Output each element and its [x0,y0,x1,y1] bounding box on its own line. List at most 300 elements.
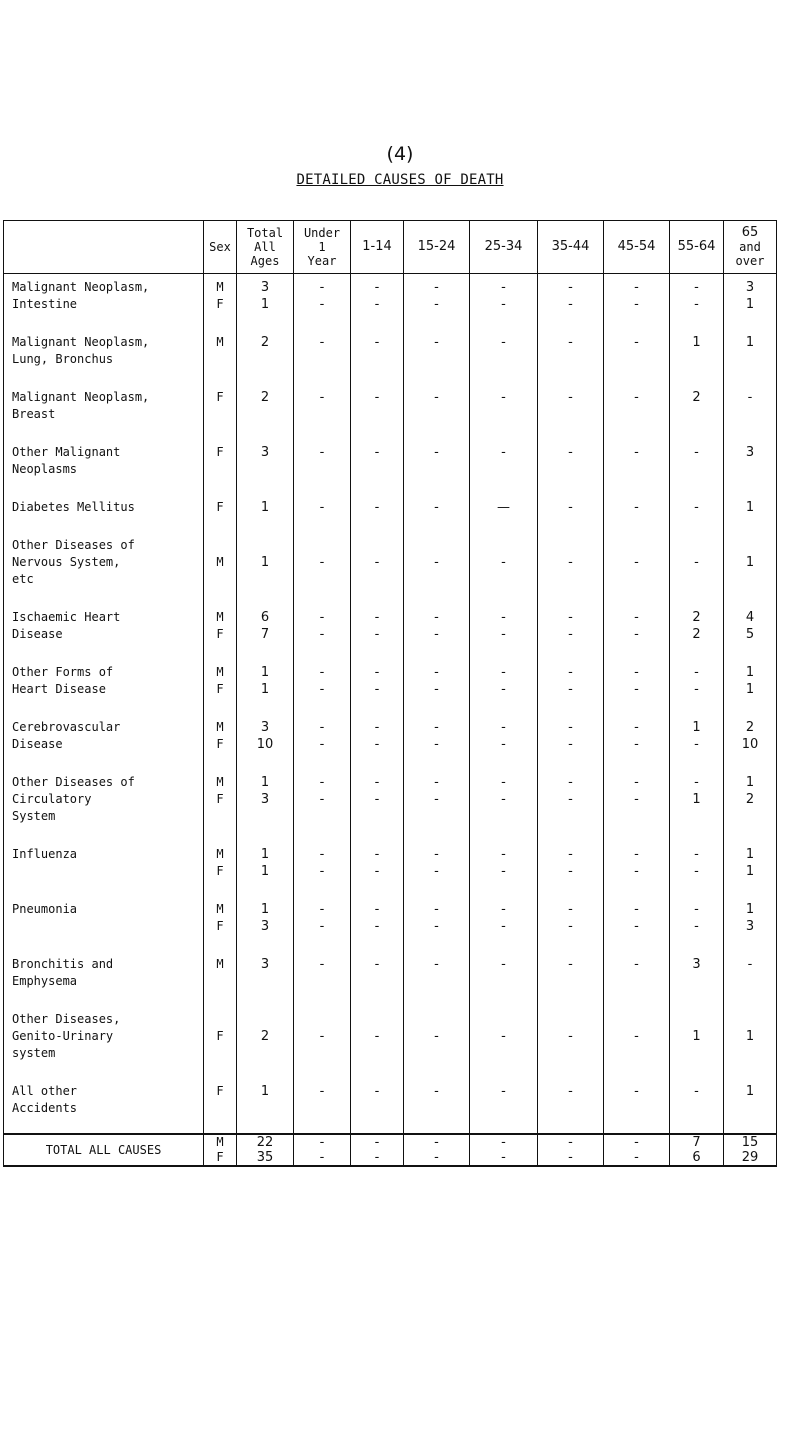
cell-value: - [319,792,325,807]
cause-label-line: Other Diseases of [12,775,135,789]
cell-value: 1 [745,665,755,680]
cell-value: - [434,1135,439,1150]
cell-value: - [694,500,699,515]
cause-label [4,329,204,384]
cell-value [294,1011,350,1028]
cell-value: - [568,297,573,312]
header-sex: Sex [204,221,237,274]
cell-value: 1 [745,902,755,917]
cell-value: - [634,902,639,917]
cell-65-and-over [724,841,777,896]
cell-age-1-14 [351,532,404,604]
cause-label-line: Ischaemic Heart [12,610,121,624]
cell-sex [204,841,237,896]
cell-value: F [216,445,224,459]
cell-age-45-54 [604,714,670,769]
cell-age-15-24 [404,384,470,439]
cell-value: - [319,500,325,515]
cause-label-line: Disease [12,737,63,751]
header-cause [4,221,204,274]
cell-value: - [434,627,439,642]
cell-under-1-year [294,1078,351,1134]
cell-value: 1 [260,775,270,790]
cell-value: - [634,390,639,405]
cell-value: 2 [260,390,270,405]
cell-value: - [501,957,506,972]
cell-age-55-64 [670,769,724,841]
cell-value: 3 [260,957,270,972]
cause-label [4,659,204,714]
cell-age-55-64 [670,604,724,659]
causes-of-death-table [3,220,777,1167]
cell-age-45-54 [604,532,670,604]
cell-value: - [694,864,699,879]
cause-label-line: Other Forms of [12,665,114,679]
header-age-1-14: 1-14 [351,221,404,274]
cause-label-line: Neoplasms [12,462,78,476]
cell-under-1-year [294,604,351,659]
header-age-15-24: 15-24 [404,221,470,274]
cell-under-1-year [294,439,351,494]
cell-value: 1 [260,297,270,312]
cell-age-35-44 [538,659,604,714]
total-cell-age-15-24 [404,1134,470,1166]
cell-age-45-54 [604,841,670,896]
cell-value: M [216,902,224,916]
cell-value: - [374,1084,380,1099]
cell-value: M [216,1135,224,1149]
cell-age-35-44 [538,274,604,330]
cell-value [204,537,236,554]
cell-age-15-24 [404,896,470,951]
cell-age-55-64 [670,1078,724,1134]
cause-label [4,494,204,532]
cell-total-all-ages [237,659,294,714]
cell-value: - [694,737,699,752]
cell-value: - [568,1084,573,1099]
table-row [4,896,777,951]
cell-age-35-44 [538,532,604,604]
cell-value: - [501,720,506,735]
cell-value: - [319,1135,325,1150]
cell-value: F [216,390,224,404]
cell-value: - [374,1135,380,1150]
cell-value: 1 [260,665,270,680]
cell-sex [204,1078,237,1134]
cell-65-and-over [724,494,777,532]
cell-sex [204,604,237,659]
cell-age-15-24 [404,951,470,1006]
cell-age-45-54 [604,1078,670,1134]
cell-value: - [319,665,325,680]
cell-age-15-24 [404,841,470,896]
cell-value: 3 [745,445,755,460]
cell-value: - [374,1029,380,1044]
cell-value: - [501,792,506,807]
cell-value: - [434,390,439,405]
cell-age-25-34 [470,329,538,384]
cell-age-35-44 [538,951,604,1006]
cell-value: F [216,792,224,806]
cell-value: - [319,627,325,642]
cell-under-1-year [294,329,351,384]
cell-value: M [216,555,224,569]
table-row [4,439,777,494]
cell-value: - [434,445,439,460]
table-row [4,769,777,841]
cell-value: - [694,919,699,934]
cell-value: - [434,720,439,735]
cause-label [4,841,204,896]
cell-age-1-14 [351,1078,404,1134]
cell-value: - [374,919,380,934]
cell-value: - [568,1150,573,1165]
cell-value: - [319,737,325,752]
cell-65-and-over [724,439,777,494]
cell-value: 29 [741,1150,759,1165]
cell-value: 1 [745,864,755,879]
cell-value: - [634,957,639,972]
cell-value: 3 [260,280,270,295]
cell-value [538,537,603,554]
cell-age-1-14 [351,896,404,951]
cell-value [351,1011,403,1028]
cell-value: 1 [260,1084,270,1099]
cell-value: M [216,775,224,789]
cell-value: - [434,737,439,752]
cell-value: 1 [692,1029,701,1044]
cell-value: - [374,957,380,972]
cell-under-1-year [294,274,351,330]
cause-label-line: Lung, Bronchus [12,352,114,366]
cell-value: - [568,280,573,295]
cell-total-all-ages [237,384,294,439]
total-cell-65-and-over [724,1134,777,1166]
cell-value [294,537,350,554]
header-under1-line: Under [303,226,341,240]
totals-row [4,1134,777,1166]
cell-value: - [694,1084,699,1099]
cell-value: 4 [745,610,755,625]
cell-age-25-34 [470,384,538,439]
cell-age-1-14 [351,494,404,532]
cell-value: - [319,1084,325,1099]
total-cell-age-45-54 [604,1134,670,1166]
cell-sex [204,659,237,714]
cell-value: 1 [260,682,270,697]
cell-age-25-34 [470,1078,538,1134]
table-row [4,659,777,714]
cell-age-15-24 [404,1078,470,1134]
cell-value: - [501,737,506,752]
cell-age-55-64 [670,274,724,330]
cell-value: - [501,902,506,917]
cell-value: - [568,610,573,625]
cell-value [604,537,669,554]
cell-value: 6 [692,1150,701,1165]
cell-value: - [319,847,325,862]
cell-age-35-44 [538,329,604,384]
cell-value: - [501,335,506,350]
cell-age-1-14 [351,769,404,841]
cell-value: - [568,665,573,680]
cell-under-1-year [294,1006,351,1078]
cell-value: 2 [260,1029,270,1044]
cell-sex [204,951,237,1006]
cell-value: M [216,280,224,294]
cell-value: - [319,720,325,735]
cell-value: 2 [745,720,755,735]
cell-value: 1 [692,335,701,350]
cell-value: 2 [745,792,755,807]
table-row [4,951,777,1006]
cell-age-25-34 [470,951,538,1006]
cell-value: F [216,297,224,311]
cell-value: M [216,957,224,971]
cell-value: - [374,610,380,625]
cell-age-1-14 [351,714,404,769]
cell-age-15-24 [404,604,470,659]
cell-value: - [568,335,573,350]
cell-value: - [568,864,573,879]
cell-value: - [374,335,380,350]
cell-age-1-14 [351,841,404,896]
cell-value: - [434,847,439,862]
totals-label: TOTAL ALL CAUSES [4,1134,204,1166]
cell-age-45-54 [604,659,670,714]
cell-value: - [501,610,506,625]
table-row [4,329,777,384]
cell-value: - [694,445,699,460]
cell-65-and-over [724,1006,777,1078]
cell-age-1-14 [351,659,404,714]
cell-65-and-over [724,769,777,841]
cell-age-55-64 [670,951,724,1006]
cell-total-all-ages [237,769,294,841]
cell-value: - [374,864,380,879]
cell-value: - [501,627,506,642]
table-row [4,841,777,896]
cell-value: - [501,445,506,460]
cell-value: - [634,682,639,697]
cell-value: - [568,847,573,862]
cell-total-all-ages [237,274,294,330]
cell-age-35-44 [538,604,604,659]
cell-value: - [374,902,380,917]
cell-sex [204,494,237,532]
cell-value: - [374,627,380,642]
cause-label [4,274,204,330]
cell-total-all-ages [237,494,294,532]
cell-65-and-over [724,384,777,439]
cause-label-line: Nervous System, [12,555,121,569]
cell-value: 1 [692,720,701,735]
cell-value: 2 [692,627,701,642]
cell-value: - [694,665,699,680]
cell-total-all-ages [237,532,294,604]
cell-value: - [434,864,439,879]
cell-value: - [747,957,753,972]
total-cell-age-35-44 [538,1134,604,1166]
cell-value: 1 [260,902,270,917]
cell-age-15-24 [404,329,470,384]
page-number: (4) [386,143,414,165]
cell-age-15-24 [404,274,470,330]
header-row [4,221,777,274]
cell-value [724,1011,776,1028]
cause-label-line: Emphysema [12,974,78,988]
cell-value: F [216,500,224,514]
cell-total-all-ages [237,841,294,896]
cause-label-line: Genito-Urinary [12,1029,114,1043]
cell-under-1-year [294,714,351,769]
cell-value: 2 [692,390,701,405]
cell-value: - [694,280,699,295]
cell-value: - [694,902,699,917]
cell-age-15-24 [404,714,470,769]
cell-value: - [434,792,439,807]
cell-age-55-64 [670,329,724,384]
cell-value: F [216,1150,224,1164]
cell-under-1-year [294,494,351,532]
header-age-45-54: 45-54 [604,221,670,274]
cell-value: - [568,902,573,917]
cell-age-55-64 [670,841,724,896]
cell-value: - [319,1029,325,1044]
cell-value: - [434,775,439,790]
cell-value: - [568,720,573,735]
cell-value: - [568,555,573,570]
cell-value: - [634,627,639,642]
cell-age-15-24 [404,1006,470,1078]
cause-label-line: Other Diseases, [12,1012,121,1026]
cell-value: - [319,555,325,570]
cell-value: - [634,919,639,934]
cell-age-25-34 [470,896,538,951]
header-over65-line: over [735,254,765,268]
cell-value: - [634,864,639,879]
total-cell-age-1-14 [351,1134,404,1166]
total-cell-age-25-34 [470,1134,538,1166]
cell-age-35-44 [538,439,604,494]
cell-value: - [501,665,506,680]
cell-under-1-year [294,384,351,439]
cell-sex [204,274,237,330]
cell-value: - [501,775,506,790]
cell-value: - [634,1150,639,1165]
total-cell-age-55-64 [670,1134,724,1166]
cell-value: - [501,919,506,934]
cause-label-line: Accidents [12,1101,78,1115]
cause-label [4,439,204,494]
cell-value: - [374,500,380,515]
cell-value: 7 [260,627,270,642]
cell-age-25-34 [470,494,538,532]
cell-65-and-over [724,951,777,1006]
cell-value: - [568,445,573,460]
table-row [4,384,777,439]
cell-age-15-24 [404,532,470,604]
cell-age-15-24 [404,439,470,494]
cell-value [404,537,469,554]
cell-value: 1 [260,500,270,515]
cell-age-25-34 [470,532,538,604]
cell-under-1-year [294,532,351,604]
cell-value: - [374,297,380,312]
cell-age-25-34 [470,841,538,896]
cell-age-35-44 [538,769,604,841]
cell-value: - [319,919,325,934]
cell-65-and-over [724,274,777,330]
cell-age-45-54 [604,769,670,841]
cell-value: 3 [260,792,270,807]
header-over65-line: 65 [741,225,759,240]
cell-value: - [634,720,639,735]
cell-value [670,537,723,554]
cause-label [4,384,204,439]
cell-value: - [434,682,439,697]
cell-value: 1 [745,335,755,350]
cell-total-all-ages [237,951,294,1006]
total-cell-under-1-year [294,1134,351,1166]
cell-value: - [374,665,380,680]
cell-sex [204,439,237,494]
cause-label-line: Intestine [12,297,78,311]
cell-value: - [319,902,325,917]
table-row [4,714,777,769]
cell-value: - [568,957,573,972]
cell-value: 2 [260,335,270,350]
cell-value: 1 [745,1029,755,1044]
cell-value: 1 [745,682,755,697]
cell-value: - [694,847,699,862]
cell-age-45-54 [604,439,670,494]
cell-value [470,537,537,554]
cell-age-15-24 [404,659,470,714]
cell-value: — [497,500,510,515]
cell-65-and-over [724,532,777,604]
cell-value: 10 [256,737,274,752]
cell-value: F [216,737,224,751]
cell-age-45-54 [604,951,670,1006]
cell-value: - [568,627,573,642]
cell-sex [204,896,237,951]
cell-age-45-54 [604,604,670,659]
cell-value: - [434,665,439,680]
cell-total-all-ages [237,439,294,494]
cell-value: - [501,1084,506,1099]
cell-under-1-year [294,896,351,951]
cell-value: - [568,737,573,752]
cell-age-45-54 [604,1006,670,1078]
cell-sex [204,329,237,384]
cell-value: F [216,682,224,696]
cell-value: - [634,847,639,862]
cell-value: - [634,555,639,570]
cause-label-line: Diabetes Mellitus [12,500,135,514]
header-age-35-44: 35-44 [538,221,604,274]
header-total-line: All [254,240,276,254]
cell-value: 1 [745,775,755,790]
cell-value: - [374,847,380,862]
cell-value [604,1011,669,1028]
header-age-55-64: 55-64 [670,221,724,274]
cell-value: 1 [745,297,755,312]
table-row [4,494,777,532]
cell-value: - [319,610,325,625]
cause-label [4,604,204,659]
cell-value: - [374,555,380,570]
